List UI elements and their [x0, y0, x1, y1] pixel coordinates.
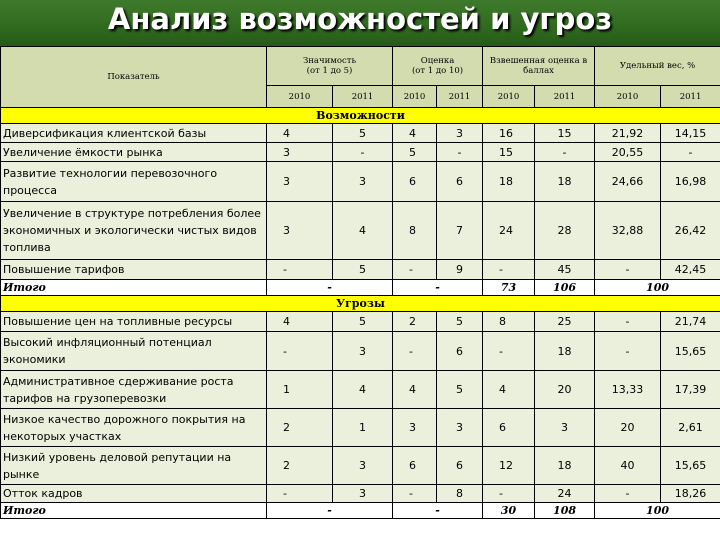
cell: 3 [333, 332, 393, 371]
indicator-header: Показатель [1, 47, 267, 108]
row-name: Увеличение ёмкости рынка [1, 143, 267, 162]
cell: 5 [333, 124, 393, 143]
cell: 16 [483, 124, 535, 143]
cell: 1 [267, 371, 333, 409]
swot-table [0, 46, 720, 519]
total-label: Итого [1, 503, 267, 519]
cell: 4 [267, 124, 333, 143]
row-name: Высокий инфляционный потенциал экономики [1, 332, 267, 371]
row-name: Повышение тарифов [1, 260, 267, 280]
total-weighted-2011: 108 [535, 503, 595, 519]
row-name: Низкое качество дорожного покрытия на некоторых участках [1, 409, 267, 447]
cell: 20 [595, 409, 661, 447]
total-weighted-2011: 106 [535, 280, 595, 296]
cell: - [483, 485, 535, 503]
row-name: Развитие технологии перевозочного процесса [1, 162, 267, 202]
cell: 3 [267, 143, 333, 162]
total-weighted-2010: 73 [483, 280, 535, 296]
table-row [1, 124, 720, 143]
cell: - [595, 332, 661, 371]
section-opportunities [1, 108, 720, 124]
cell: 8 [437, 485, 483, 503]
cell: 18 [535, 332, 595, 371]
year-cell: 2011 [437, 86, 483, 108]
cell: 24 [535, 485, 595, 503]
year-cell: 2010 [267, 86, 333, 108]
cell: 4 [267, 312, 333, 332]
table-row [1, 447, 720, 485]
header-row [1, 47, 720, 86]
row-name: Диверсификация клиентской базы [1, 124, 267, 143]
cell: 6 [393, 162, 437, 202]
cell: 18 [535, 447, 595, 485]
cell: 40 [595, 447, 661, 485]
cell: 12 [483, 447, 535, 485]
cell: 42,45 [661, 260, 720, 280]
cell: 14,15 [661, 124, 720, 143]
cell: - [595, 312, 661, 332]
total-share: 100 [595, 503, 720, 519]
cell: 15 [535, 124, 595, 143]
cell: 6 [393, 447, 437, 485]
cell: 15,65 [661, 447, 720, 485]
cell: 28 [535, 202, 595, 260]
total-weighted-2010: 30 [483, 503, 535, 519]
table-row [1, 409, 720, 447]
cell: 3 [437, 409, 483, 447]
cell: - [393, 260, 437, 280]
cell: 15 [483, 143, 535, 162]
total-significance: - [267, 280, 393, 296]
cell: 3 [333, 162, 393, 202]
table-row [1, 485, 720, 503]
cell: - [595, 260, 661, 280]
cell: 17,39 [661, 371, 720, 409]
cell: 18 [535, 162, 595, 202]
section-threats [1, 296, 720, 312]
row-name: Административное сдерживание роста тарифов на грузоперевозки [1, 371, 267, 409]
cell: 4 [333, 371, 393, 409]
cell: 3 [333, 447, 393, 485]
cell: 24 [483, 202, 535, 260]
cell: - [267, 485, 333, 503]
cell: 3 [437, 124, 483, 143]
section-title: Возможности [1, 108, 720, 124]
cell: - [595, 485, 661, 503]
cell: 32,88 [595, 202, 661, 260]
cell: 5 [333, 312, 393, 332]
table-row [1, 202, 720, 260]
table-row [1, 143, 720, 162]
table-row [1, 312, 720, 332]
cell: 21,74 [661, 312, 720, 332]
cell: 20 [535, 371, 595, 409]
total-label: Итого [1, 280, 267, 296]
cell: 5 [437, 371, 483, 409]
cell: 2 [267, 447, 333, 485]
cell: 20,55 [595, 143, 661, 162]
cell: 4 [483, 371, 535, 409]
table-row [1, 260, 720, 280]
section-title: Угрозы [1, 296, 720, 312]
total-score: - [393, 280, 483, 296]
weighted-score-header: Взвешенная оценка в баллах [483, 47, 595, 86]
cell: 5 [437, 312, 483, 332]
cell: 26,42 [661, 202, 720, 260]
table-row [1, 371, 720, 409]
cell: 5 [393, 143, 437, 162]
page-title: Анализ возможностей и угроз [107, 2, 613, 36]
cell: 1 [333, 409, 393, 447]
cell: - [333, 143, 393, 162]
total-row [1, 503, 720, 519]
cell: 25 [535, 312, 595, 332]
total-row [1, 280, 720, 296]
cell: 8 [483, 312, 535, 332]
cell: 21,92 [595, 124, 661, 143]
row-name: Низкий уровень деловой репутации на рынке [1, 447, 267, 485]
cell: 4 [333, 202, 393, 260]
cell: 8 [393, 202, 437, 260]
cell: - [535, 143, 595, 162]
year-cell: 2011 [535, 86, 595, 108]
share-header: Удельный вес, % [595, 47, 720, 86]
cell: 6 [437, 447, 483, 485]
cell: 16,98 [661, 162, 720, 202]
significance-header: Значимость (от 1 до 5) [267, 47, 393, 86]
cell: 45 [535, 260, 595, 280]
total-significance: - [267, 503, 393, 519]
cell: 3 [333, 485, 393, 503]
total-score: - [393, 503, 483, 519]
cell: 13,33 [595, 371, 661, 409]
year-cell: 2010 [595, 86, 661, 108]
cell: - [267, 332, 333, 371]
cell: - [437, 143, 483, 162]
table-row [1, 162, 720, 202]
year-cell: 2010 [483, 86, 535, 108]
cell: 18 [483, 162, 535, 202]
year-cell: 2011 [333, 86, 393, 108]
cell: 2,61 [661, 409, 720, 447]
cell: 3 [267, 202, 333, 260]
cell: 5 [333, 260, 393, 280]
cell: 2 [267, 409, 333, 447]
row-name: Отток кадров [1, 485, 267, 503]
cell: - [483, 332, 535, 371]
year-cell: 2010 [393, 86, 437, 108]
cell: 3 [393, 409, 437, 447]
total-share: 100 [595, 280, 720, 296]
cell: 7 [437, 202, 483, 260]
row-name: Повышение цен на топливные ресурсы [1, 312, 267, 332]
cell: - [483, 260, 535, 280]
cell: 6 [437, 162, 483, 202]
cell: 24,66 [595, 162, 661, 202]
cell: 15,65 [661, 332, 720, 371]
cell: 6 [483, 409, 535, 447]
cell: 9 [437, 260, 483, 280]
cell: - [393, 332, 437, 371]
cell: 2 [393, 312, 437, 332]
cell: - [267, 260, 333, 280]
table-row [1, 332, 720, 371]
row-name: Увеличение в структуре потребления более экономичных и экологически чистых видов топлива [1, 202, 267, 260]
cell: 18,26 [661, 485, 720, 503]
cell: 3 [535, 409, 595, 447]
cell: - [393, 485, 437, 503]
cell: 4 [393, 124, 437, 143]
cell: 4 [393, 371, 437, 409]
cell: 3 [267, 162, 333, 202]
year-cell: 2011 [661, 86, 720, 108]
cell: 6 [437, 332, 483, 371]
score-header: Оценка (от 1 до 10) [393, 47, 483, 86]
cell: - [661, 143, 720, 162]
